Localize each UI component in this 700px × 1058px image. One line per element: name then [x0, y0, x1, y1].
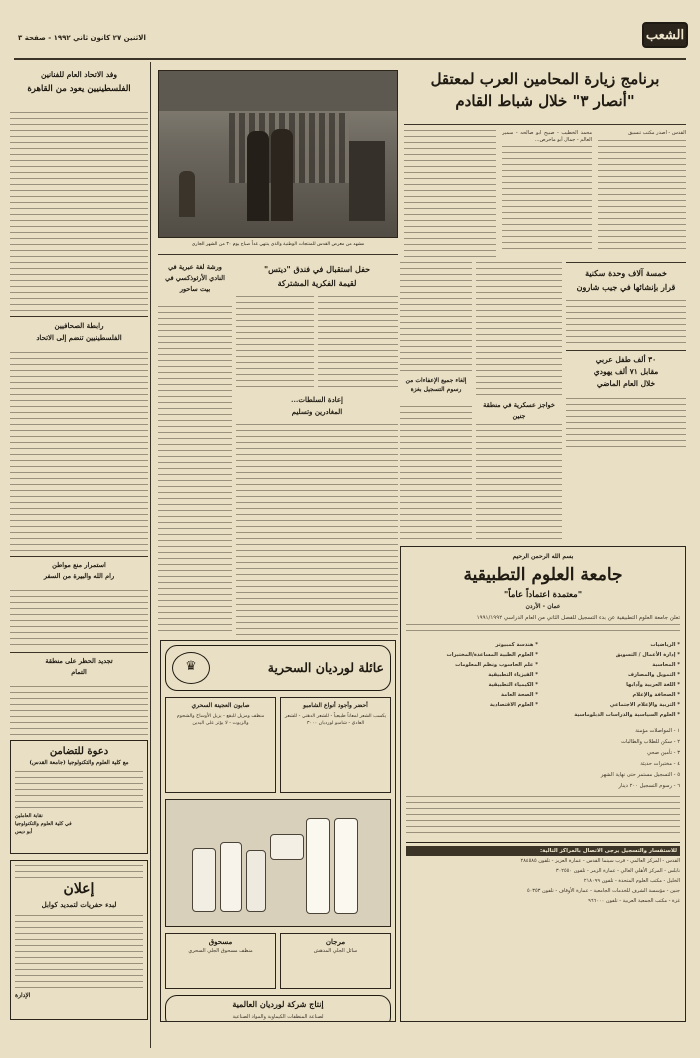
settlement-title-2: قرار بإنشائها في جيب شارون: [576, 282, 676, 292]
program-item: * علم الحاسوب ونظم المعلومات: [455, 662, 538, 668]
curfew-body: [10, 686, 148, 736]
reception-title-2: لقيمة الفكرية المشتركة: [277, 278, 357, 288]
photo-caption: مشهد من معرض القدس للمنتجات الوطنية والذي ينتهي غداً صباح يوم ٣٠ من الشهر الجاري: [191, 242, 365, 247]
headline-authorities: [236, 394, 398, 420]
shampoo-title: أحضر وأجود أنواع الشامبو: [303, 702, 368, 709]
lordian-card-shampoo: [280, 697, 391, 793]
solidarity-signature-3: أبو ديس: [15, 829, 33, 835]
lordian-card-powder: [165, 933, 276, 989]
headline-travel-ban: [10, 560, 148, 586]
university-ad: [400, 546, 686, 1022]
footer-line: الخليل - مكتب العلوم المتحدة - تلفون ٢١٨٠٩٩: [583, 878, 680, 884]
university-footer-title: للاستفسار والتسجيل يرجى الاتصال بالمراكز التالية:: [406, 846, 680, 856]
masthead: [0, 18, 700, 58]
program-item: * العلوم الاقتصادية: [489, 702, 538, 708]
headline-checkpoints: خواجز عسكرية في منطقة جنين: [483, 401, 555, 420]
lawyers-list-text: محمد الخطيب - صبيح أبو صالحه - سمير العالم - جمال أبو ماخرص...: [502, 130, 592, 143]
program-item: * الكيمياء التطبيقية: [488, 682, 538, 688]
solidarity-ad: [10, 740, 148, 854]
program-list-1: [544, 640, 680, 720]
center-right-col-a: [476, 262, 562, 396]
travel-ban-body: [10, 590, 148, 650]
children-body: [566, 398, 686, 452]
curfew-title-1: تجديد الحظر على منطقة: [45, 657, 113, 665]
program-item: * المحاسبة: [652, 662, 680, 668]
soap-title: صابون العجينة السحري: [191, 702, 250, 709]
university-name: جامعة العلوم التطبيقية: [463, 565, 623, 585]
headline-registration-fees: إلغاء جميع الإعفاءات من رسوم التسجيل بغزة: [405, 377, 467, 393]
footer-line: غزة - مكتب الجمعية العربية - تلفون ٩٦٦٠٠٠: [588, 898, 680, 904]
lordian-footer: [165, 995, 391, 1022]
lawyers-list-col-2: [404, 130, 496, 258]
soap-text: منظف ومزيل للبقع - يزيل الأوساخ والشحوم والزيوت - لا يؤثر على اليدين: [176, 714, 265, 726]
university-city: عمان - الأردن: [525, 603, 561, 610]
union-title-2: الفلسطينيين يعود من القاهرة: [27, 84, 131, 94]
marjan-title: مرجان: [325, 937, 346, 946]
note-item: ٦ - رسوم التسجيل ٢٠٠ دينار: [618, 783, 680, 789]
children-title-1: ٣٠ ألف طفل عربي: [595, 355, 657, 364]
children-title-2: مقابل ٧١ ألف يهودي: [593, 367, 659, 376]
university-slogan: "معتمدة اعتماداً عاماً": [503, 590, 583, 600]
registration-body: [400, 406, 472, 540]
workshop-title-1: ورشة لغة عبرية في: [168, 263, 222, 271]
lawyers-list-col-1: [502, 130, 592, 258]
program-item: * إدارة الأعمال / التسويق: [615, 652, 680, 658]
reception-body-2: [236, 296, 314, 388]
authorities-title-1: إعادة السلطات...: [291, 395, 343, 404]
university-bismillah: بسم الله الرحمن الرحيم: [512, 553, 574, 560]
settlement-title-1: خمسة آلاف وحدة سكنية: [585, 268, 667, 278]
note-item: ٥ - التسجيل مستمر حتى نهاية الشهر: [600, 772, 680, 778]
note-item: ٣ - تأمين صحي: [646, 750, 680, 756]
union-title-1: وفد الاتحاد العام للفنانين: [41, 70, 117, 79]
lordian-card-marjan: [280, 933, 391, 989]
workshop-title-3: بيت ساحور: [179, 285, 211, 293]
journalists-title-1: رابطة الصحافيين: [54, 321, 104, 330]
reception-title-1: حفل استقبال في فندق "ديتس": [263, 264, 371, 274]
headline-children: [566, 354, 686, 394]
lordian-card-soap: [165, 697, 276, 793]
note-item: ١ - المواصلات مؤمنة: [635, 728, 680, 734]
headline-artists-union: [10, 68, 148, 108]
lordian-footer-subtitle: لصناعة المنظفات الكيماوية والمواد الصناعية: [232, 1014, 324, 1020]
shampoo-text: يكسب الشعر لمعاناً طبيعياً - للشعر الدهني - للشعر العادي - شامبو لورديان ٣٠٠٠: [284, 714, 387, 726]
children-title-3: خلال العام الماضي: [596, 379, 656, 388]
lordian-footer-title: إنتاج شركة لورديان العالمية: [232, 999, 324, 1009]
headline-settlement: [566, 266, 686, 296]
travel-ban-title-2: رام الله والبيرة من السفر: [43, 572, 115, 580]
solidarity-subtitle: مع كلية العلوم والتكنولوجيا (جامعة القدس): [29, 760, 129, 766]
program-item: * العلوم الطبية المساعدة/المختبرات: [446, 652, 538, 658]
journalists-body: [10, 352, 148, 552]
authorities-body: [236, 424, 398, 636]
footer-line: نابلس - المركز الأهلي العالي - عمارة الزمر - تلفون ٣٠٢٥٥٠: [555, 868, 680, 874]
union-body: [10, 112, 148, 312]
workshop-body: [158, 306, 232, 636]
solidarity-signature-1: نقابة العاملين: [15, 813, 43, 819]
reception-body-1: [318, 296, 398, 388]
journalists-title-2: الفلسطينيين تنضم إلى الاتحاد: [36, 333, 122, 342]
checkpoints-body: [476, 424, 562, 540]
note-item: ٢ - سكن للطلاب والطالبات: [621, 739, 680, 745]
settlement-body: [566, 300, 686, 346]
university-intro: تعلن جامعة العلوم التطبيقية عن بدء التسجيل للفصل الثاني من العام الدراسي ١٩٩١/١٩٩٢: [476, 615, 680, 621]
lawyers-byline-text: القدس - أصدر مكتب تنسيق: [628, 130, 686, 136]
travel-ban-title-1: استمرار منع مواطن: [52, 561, 106, 569]
marjan-text: سائل الجلي المدهش: [313, 948, 358, 954]
lordian-header: عائلة لورديان السحرية: [267, 660, 384, 675]
headline-line-2: "أنصار ٣" خلال شباط القادم: [455, 92, 635, 110]
program-item: * هندسة كمبيوتر: [495, 642, 538, 648]
authorities-title-2: المغادرين وتسليم: [291, 407, 343, 416]
lordian-ad: [160, 640, 396, 1022]
photo-jerusalem-exhibition: [158, 70, 398, 238]
tender-title: إعلان: [63, 881, 95, 897]
footer-line: جنين - مؤسسة الشرف للخدمات الجامعية - عمارة الأوقاف - تلفون ٥٠٣٥٣: [526, 888, 680, 894]
lordian-products-photo: [165, 799, 391, 927]
masthead-logo: الشعب: [642, 22, 688, 48]
powder-title: مسحوق: [208, 937, 233, 946]
program-item: * التمويل والمصارف: [628, 672, 680, 678]
tender-subtitle: لبدء حفريات لتمديد كوابل: [41, 900, 117, 909]
tender-ad: [10, 860, 148, 1020]
center-right-col-b: [400, 262, 472, 372]
program-list-2: [408, 640, 538, 710]
workshop-title-2: النادي الأرثوذكسي في: [165, 274, 225, 282]
program-item: * الصحة العامة: [500, 692, 538, 698]
headline-journalists: [10, 320, 148, 348]
program-item: * الفيزياء التطبيقية: [488, 672, 538, 678]
note-item: ٤ - مختبرات حديثة: [640, 761, 680, 767]
curfew-title-2: التمام: [71, 668, 87, 676]
footer-line: القدس - المركز العالمي - قرب سينما القدس - عمارة العزيز - تلفون ٢٨٤٥٨٥: [520, 858, 680, 864]
masthead-date: الاثنين ٢٧ كانون ثاني ١٩٩٢ - صفحة ٣: [18, 34, 146, 42]
headline-lawyers-visit: [404, 68, 686, 122]
tender-signature: الإدارة: [15, 992, 31, 999]
powder-text: منظف مسحوق الجلي السحري: [188, 948, 253, 954]
program-item: * الرياضيات: [650, 642, 680, 648]
headline-line-1: برنامج زيارة المحامين العرب لمعتقل: [430, 70, 660, 88]
headline-hebrew-workshop: [158, 262, 232, 302]
headline-reception: [236, 262, 398, 292]
lawyers-byline: [598, 130, 686, 258]
program-item: * اللغة العربية وآدابها: [626, 682, 680, 688]
lordian-header-bar: [165, 645, 391, 691]
program-item: * العلوم السياسية والدراسات الدبلوماسية: [574, 712, 680, 718]
headline-curfew: [10, 656, 148, 682]
solidarity-title: دعوة للتضامن: [49, 746, 109, 757]
program-item: * الصحافة والإعلام: [632, 692, 680, 698]
program-item: * التربية والإعلام الاجتماعي: [609, 702, 680, 708]
solidarity-signature-2: في كلية العلوم والتكنولوجيا: [15, 821, 72, 827]
university-notes: [406, 726, 680, 792]
crown-icon: ♛: [172, 652, 210, 684]
